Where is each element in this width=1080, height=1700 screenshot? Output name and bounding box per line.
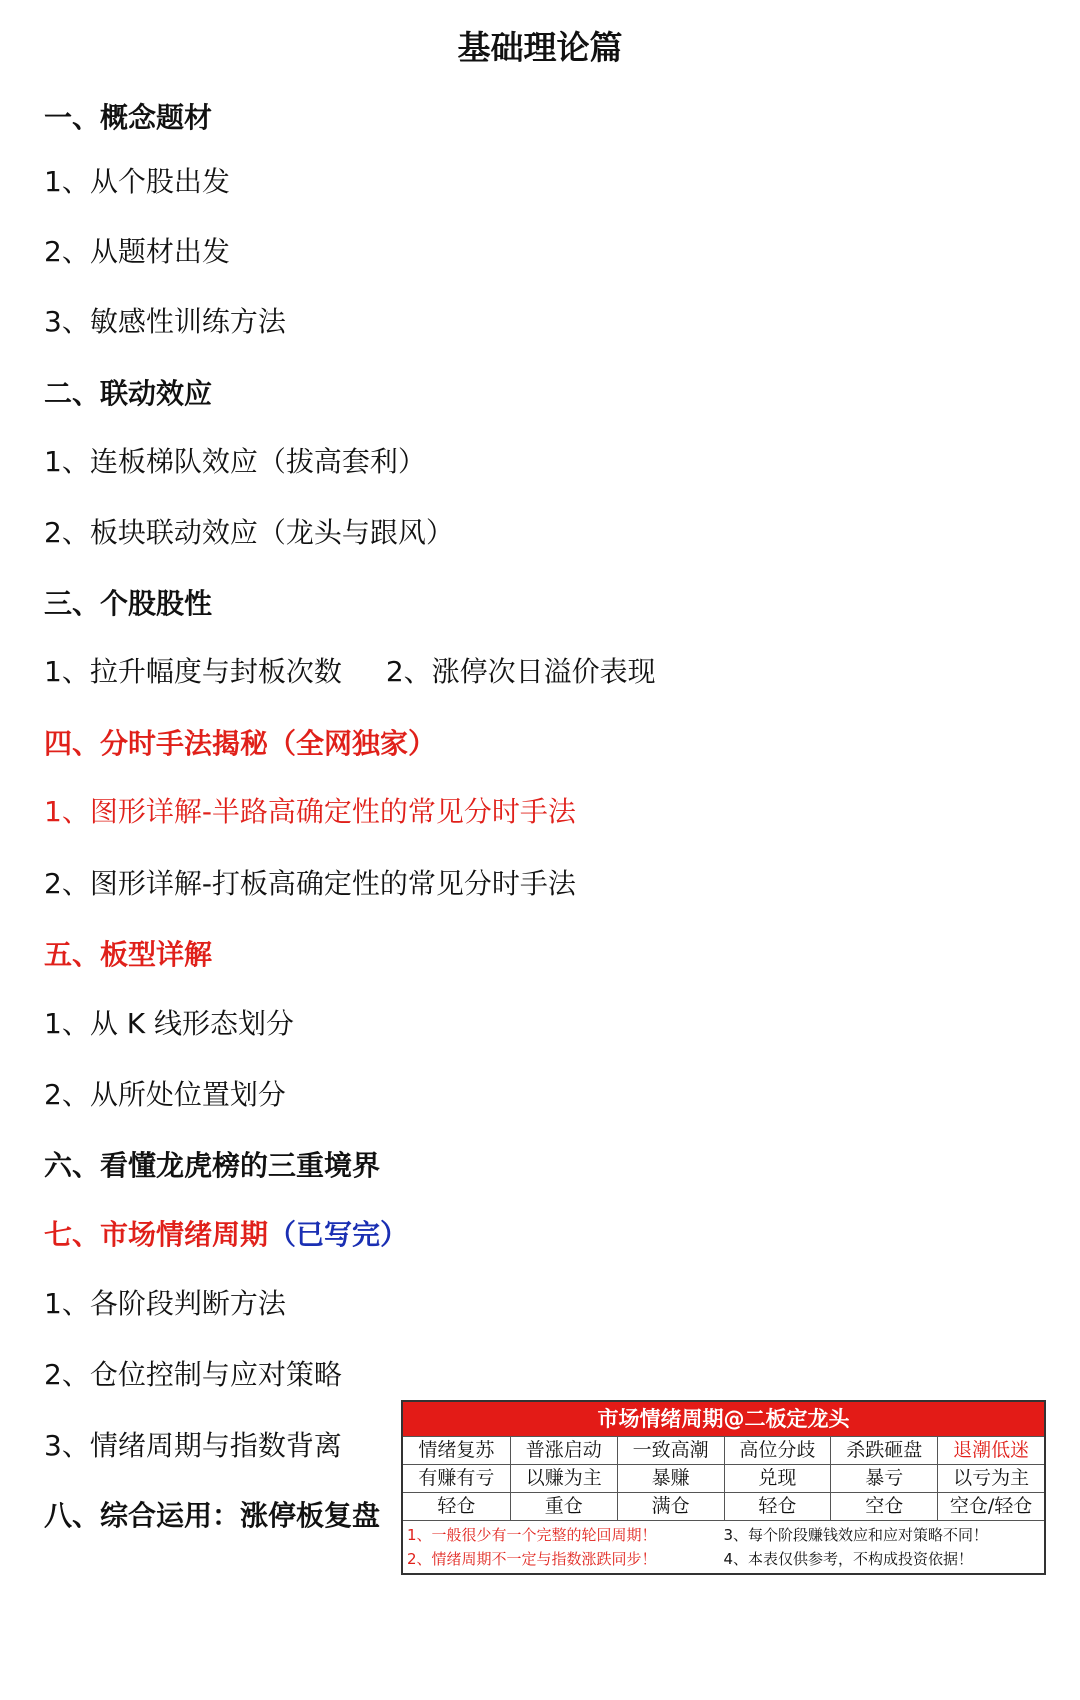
section-heading-2: 二、联动效应 [44,377,213,410]
section-heading-8: 八、综合运用：涨停板复盘 [44,1499,381,1532]
table-cell: 兑现 [724,1464,831,1492]
table-cell: 普涨启动 [510,1436,617,1464]
table-cell: 暴赚 [617,1464,724,1492]
list-item: 2、涨停次日溢价表现 [385,655,656,688]
list-item: 2、仓位控制与应对策略 [44,1358,342,1391]
table-grid [403,1436,1044,1520]
table-cell: 空仓/轻仓 [937,1492,1044,1520]
table-note: 2、情绪周期不一定与指数涨跌同步！ [407,1550,657,1568]
table-cell: 满仓 [617,1492,724,1520]
list-item: 2、从所处位置划分 [44,1078,286,1111]
table-cell: 有赚有亏 [403,1464,510,1492]
table-note: 1、一般很少有一个完整的轮回周期！ [407,1526,657,1544]
table-cell: 退潮低迷 [937,1436,1044,1464]
section-heading-4: 四、分时手法揭秘（全网独家） [44,727,437,760]
table-cell: 空仓 [830,1492,937,1520]
table-cell: 情绪复苏 [403,1436,510,1464]
table-cell: 高位分歧 [724,1436,831,1464]
table-cell: 一致高潮 [617,1436,724,1464]
list-item: 1、各阶段判断方法 [44,1287,286,1320]
table-cell: 暴亏 [830,1464,937,1492]
table-cell: 重仓 [510,1492,617,1520]
list-item: 2、板块联动效应（龙头与跟风） [44,516,454,549]
page-title: 基础理论篇 [457,28,623,67]
section-heading-3: 三、个股股性 [44,587,213,620]
table-note: 3、每个阶段赚钱效应和应对策略不同！ [723,1526,989,1544]
list-item: 2、从题材出发 [44,235,230,268]
list-item: 1、拉升幅度与封板次数 [44,655,342,688]
section-heading-5: 五、板型详解 [44,938,213,971]
table-notes [403,1520,1044,1573]
list-item: 1、连板梯队效应（拔高套利） [44,445,426,478]
market-sentiment-cycle-table [401,1400,1046,1575]
table-title: 市场情绪周期@二板定龙头 [403,1402,1044,1436]
list-item: 1、从 K 线形态划分 [44,1007,294,1040]
list-item-row [44,652,656,692]
list-item: 1、图形详解-半路高确定性的常见分时手法 [44,795,576,828]
table-note: 4、本表仅供参考，不构成投资依据！ [723,1550,974,1568]
section-heading-6: 六、看懂龙虎榜的三重境界 [44,1149,381,1182]
table-cell: 以赚为主 [510,1464,617,1492]
table-cell: 轻仓 [403,1492,510,1520]
section-heading-1: 一、概念题材 [44,101,213,134]
table-cell: 轻仓 [724,1492,831,1520]
list-item: 3、敏感性训练方法 [44,305,286,338]
list-item: 2、图形详解-打板高确定性的常见分时手法 [44,867,576,900]
completion-note: （已写完） [268,1218,409,1251]
list-item: 3、情绪周期与指数背离 [44,1429,342,1462]
section-heading-7-text: 七、市场情绪周期 [44,1218,269,1251]
section-heading-7 [44,1215,408,1255]
table-cell: 以亏为主 [937,1464,1044,1492]
table-cell: 杀跌砸盘 [830,1436,937,1464]
list-item: 1、从个股出发 [44,165,230,198]
